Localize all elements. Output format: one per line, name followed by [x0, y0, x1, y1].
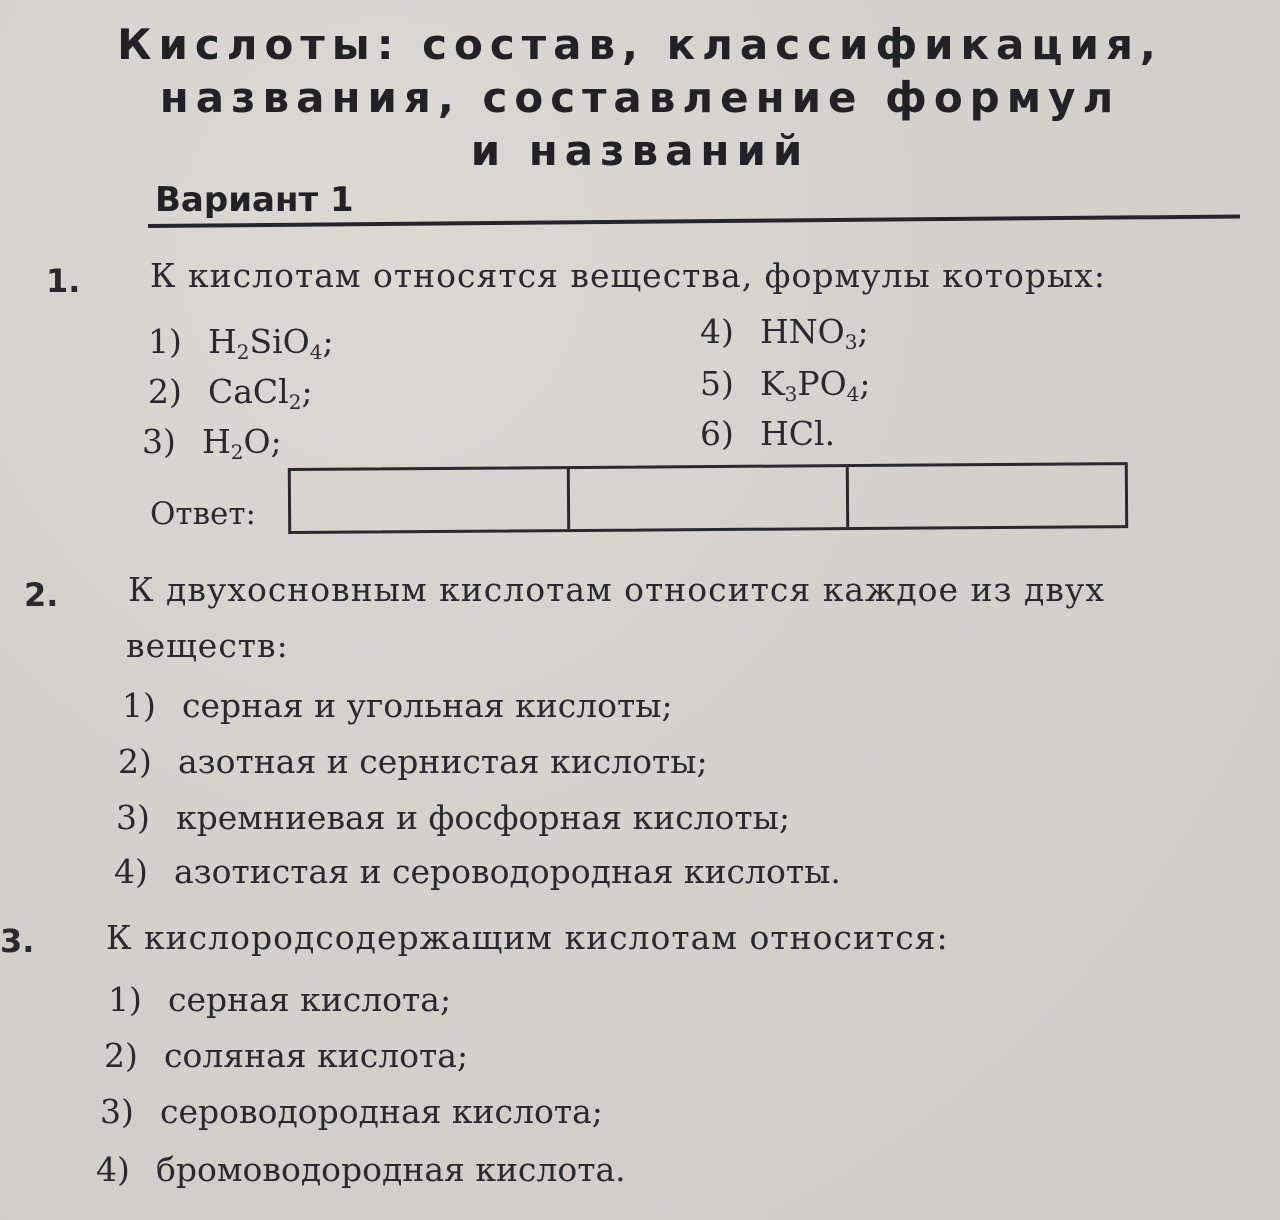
option-formula [208, 322, 334, 364]
page-title [100, 18, 1180, 177]
answer-cell-1[interactable] [291, 469, 570, 531]
option-number: 4) [96, 1150, 130, 1189]
option-number: 3) [100, 1092, 134, 1131]
option-text: азотистая и сероводородная кислоты. [174, 852, 841, 891]
option-formula [202, 422, 282, 464]
formula-part: HCl. [760, 414, 836, 453]
q3-option-2 [104, 1036, 468, 1075]
q2-option-2 [118, 742, 708, 781]
formula-part: ; [857, 312, 869, 351]
title-line-1: Кислоты: состав, классификация, [117, 20, 1163, 69]
q2-option-4 [114, 852, 841, 891]
option-number: 4) [700, 312, 734, 351]
option-number: 2) [118, 742, 152, 781]
option-text: бромоводородная кислота. [156, 1150, 626, 1189]
option-number: 3) [116, 798, 150, 837]
option-text: серная и угольная кислоты; [182, 686, 673, 725]
question-1-text: К кислотам относятся вещества, формулы которых: [150, 256, 1107, 295]
q1-option-5 [700, 364, 871, 406]
option-number: 1) [108, 980, 142, 1019]
q1-option-3 [142, 422, 282, 464]
question-1-number: 1. [46, 262, 81, 300]
answer-cell-2[interactable] [570, 467, 849, 529]
q1-option-4 [700, 312, 869, 354]
option-number: 1) [122, 686, 156, 725]
question-3-text: К кислородсодержащим кислотам относится: [106, 918, 949, 957]
formula-part: ; [301, 372, 313, 411]
option-text: сероводородная кислота; [160, 1092, 603, 1131]
answer-cell-3[interactable] [849, 465, 1125, 527]
option-number: 5) [700, 364, 734, 403]
title-line-3: и названий [470, 126, 810, 175]
q3-option-1 [108, 980, 451, 1019]
question-2-text: К двухосновным кислотам относится каждое из двух [128, 570, 1105, 609]
answer-label: Ответ: [150, 496, 256, 532]
formula-subscript: 2 [236, 340, 250, 364]
formula-subscript: 2 [288, 390, 302, 414]
formula-part: CaCl [208, 372, 289, 411]
q2-option-3 [116, 798, 790, 837]
title-line-2: названия, составление формул [159, 73, 1121, 122]
q1-option-2 [148, 372, 313, 414]
option-number: 2) [148, 372, 182, 411]
formula-part: SiO [249, 322, 310, 361]
formula-part: O; [243, 422, 282, 461]
formula-subscript: 4 [846, 382, 860, 406]
option-number: 1) [148, 322, 182, 361]
q1-option-6 [700, 414, 835, 453]
variant-heading: Вариант 1 [155, 180, 354, 220]
answer-box[interactable] [288, 462, 1128, 534]
formula-part: H [208, 322, 237, 361]
q3-option-4 [96, 1150, 626, 1189]
option-number: 2) [104, 1036, 138, 1075]
q2-option-1 [122, 686, 673, 725]
option-text: соляная кислота; [164, 1036, 469, 1075]
formula-subscript: 3 [844, 330, 858, 354]
question-3-number: 3. [0, 922, 35, 960]
option-text: серная кислота; [168, 980, 452, 1019]
option-text: кремниевая и фосфорная кислоты; [176, 798, 791, 837]
q3-option-3 [100, 1092, 603, 1131]
question-2-text-cont: веществ: [126, 626, 289, 665]
formula-subscript: 2 [230, 440, 244, 464]
option-number: 3) [142, 422, 176, 461]
option-formula [760, 364, 871, 406]
q1-option-1 [148, 322, 334, 364]
option-formula [208, 372, 313, 414]
option-number: 4) [114, 852, 148, 891]
question-2-number: 2. [24, 576, 59, 614]
option-number: 6) [700, 414, 734, 453]
formula-subscript: 4 [309, 340, 323, 364]
formula-part: K [760, 364, 785, 403]
option-text: азотная и сернистая кислоты; [178, 742, 708, 781]
formula-part: HNO [760, 312, 845, 351]
formula-subscript: 3 [784, 382, 798, 406]
option-formula [760, 312, 869, 354]
formula-part: ; [322, 322, 334, 361]
formula-part: PO [797, 364, 847, 403]
formula-part: H [202, 422, 231, 461]
formula-part: ; [859, 364, 871, 403]
option-formula [760, 414, 835, 453]
